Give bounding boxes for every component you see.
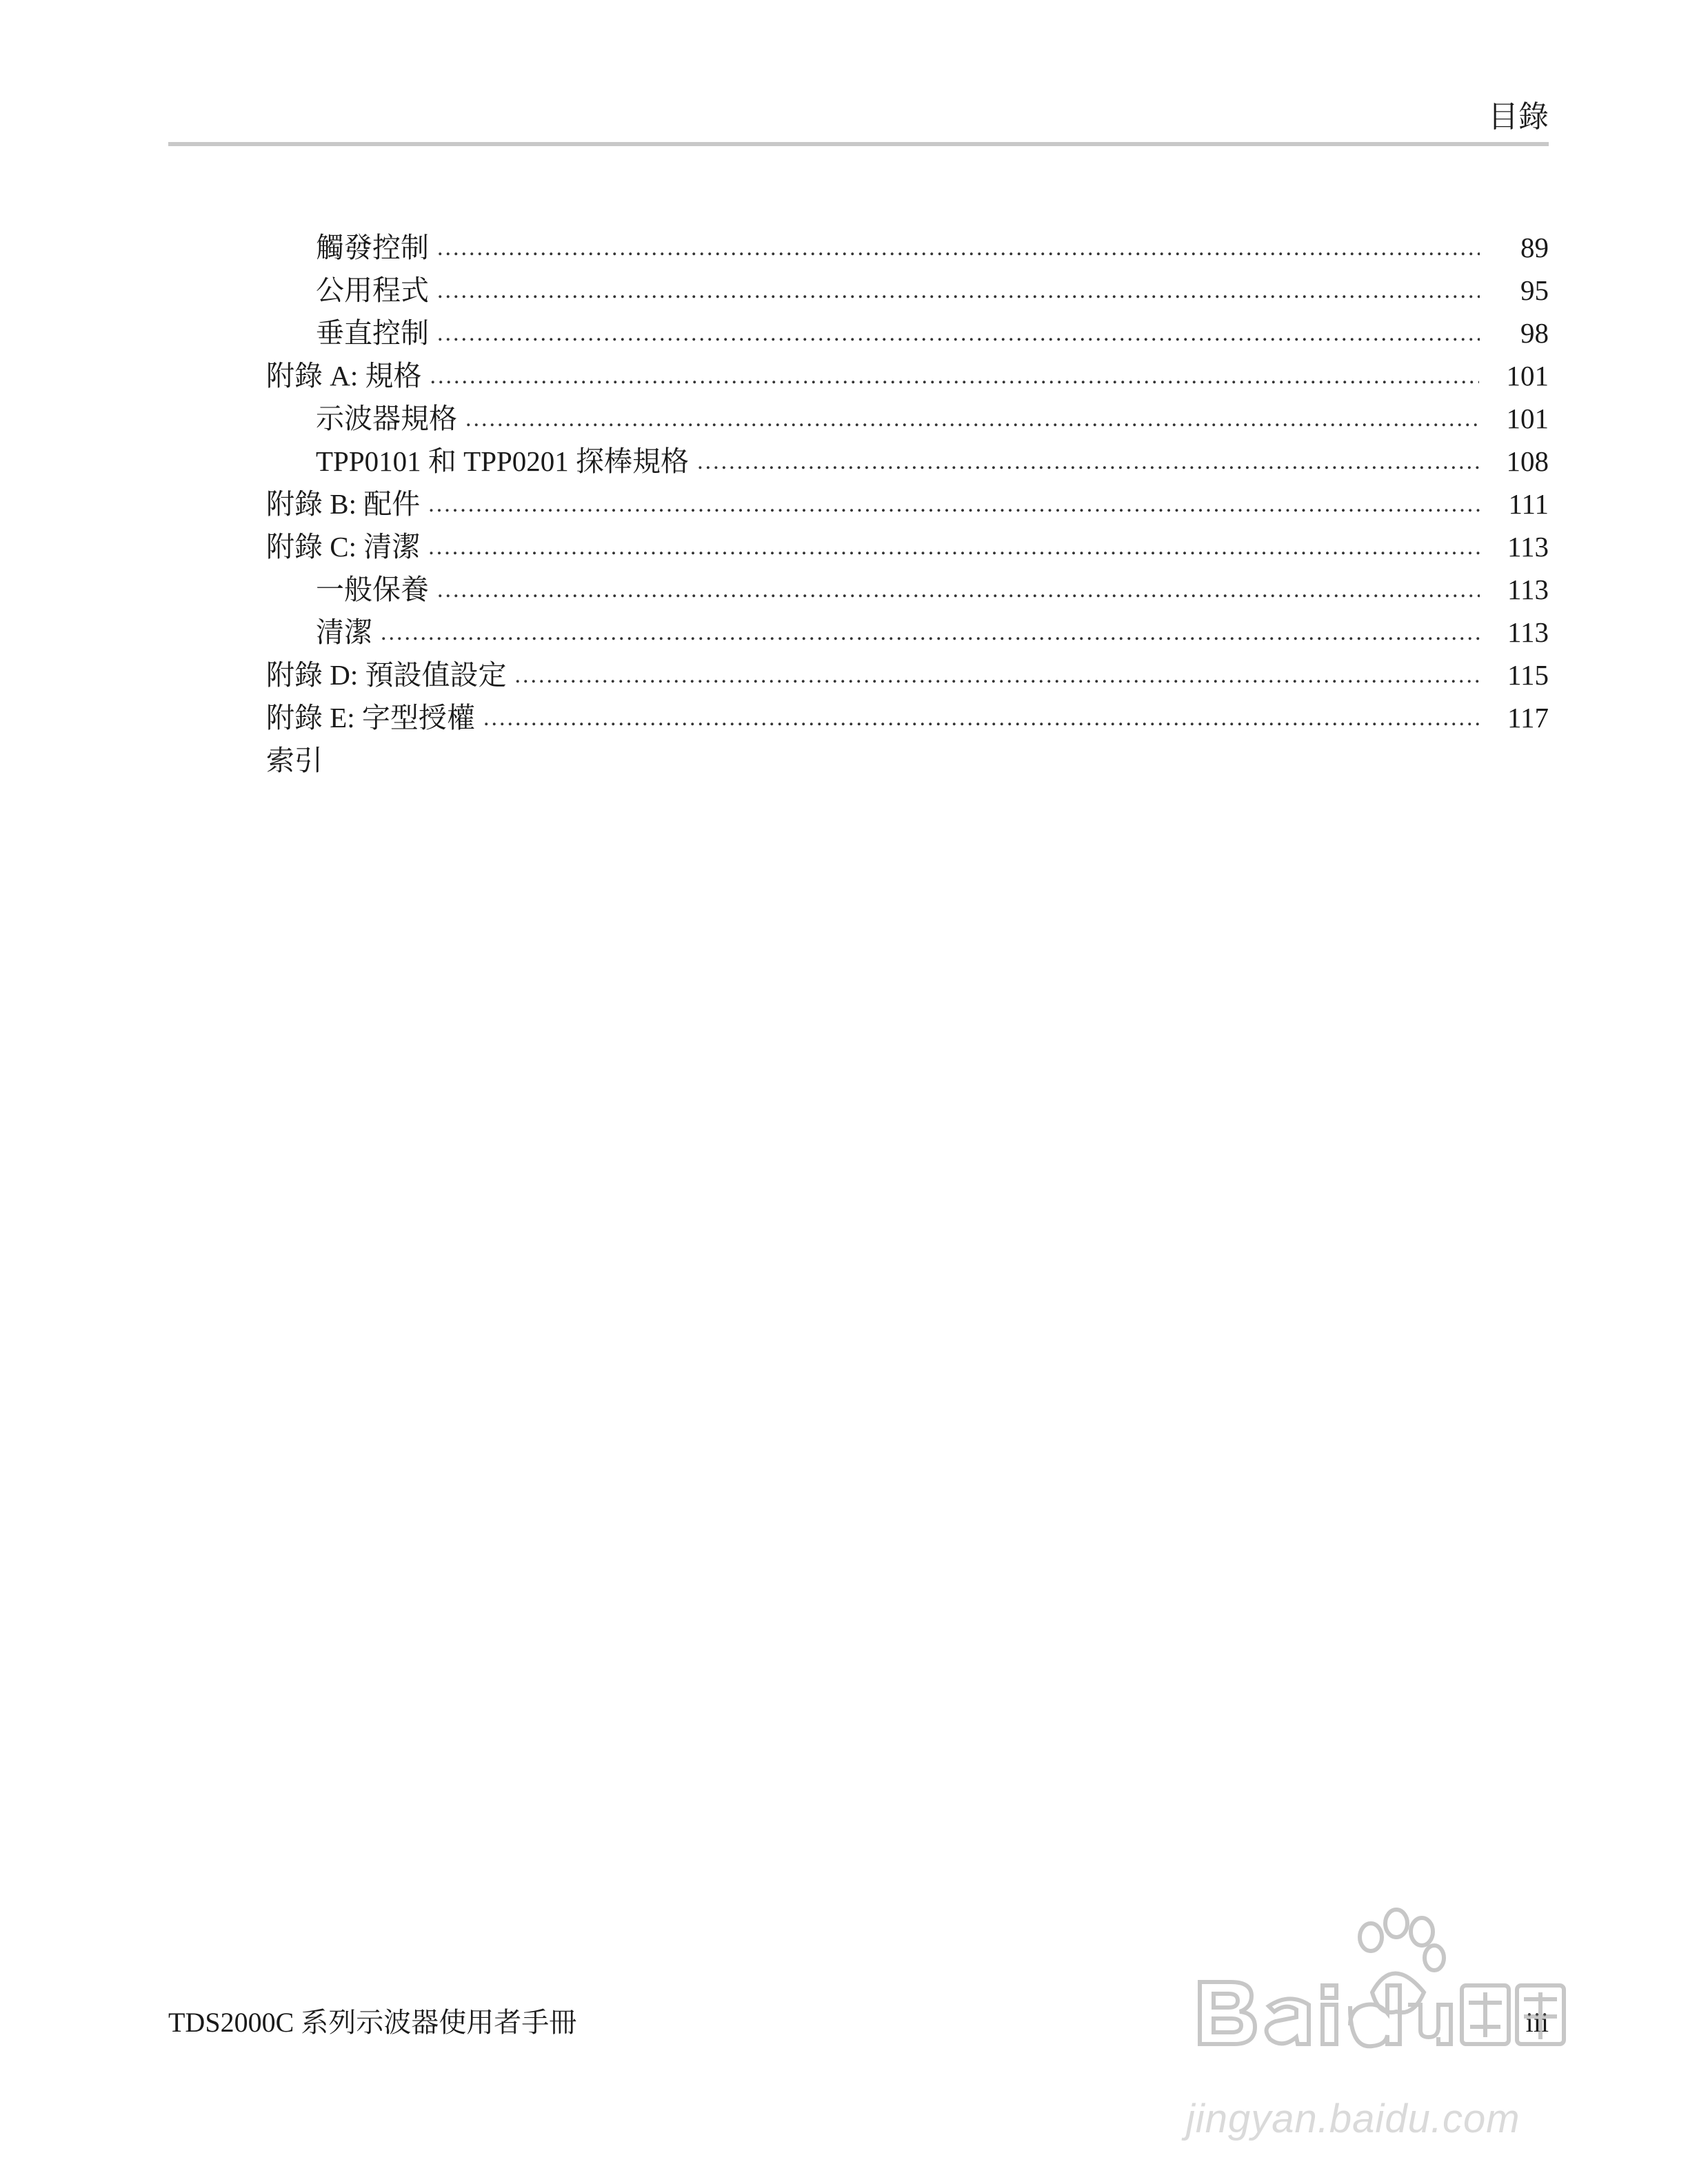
toc-entry-label: 清潔: [316, 616, 372, 648]
footer-page-number: iii: [1525, 2007, 1549, 2038]
toc-entry[interactable]: [316, 312, 1549, 354]
toc-entry[interactable]: [266, 354, 1549, 397]
toc-dot-leader: [381, 612, 1480, 654]
toc-entry-page-number: 115: [1507, 659, 1549, 691]
toc-dot-leader: [483, 698, 1480, 739]
baidu-watermark: [1186, 1889, 1572, 2141]
toc-dot-leader: [428, 527, 1480, 568]
toc-entry[interactable]: [266, 739, 1549, 782]
toc-entry[interactable]: [316, 611, 1549, 654]
toc-entry-page-number: 108: [1506, 445, 1549, 477]
toc-entry-page-number: 89: [1520, 232, 1549, 263]
toc-dot-leader: [465, 398, 1479, 440]
toc-entry-label: 附錄 D: 預設值設定: [266, 659, 507, 691]
toc-entry-label: 垂直控制: [316, 317, 429, 349]
toc-entry[interactable]: [266, 483, 1549, 525]
footer-manual-title: TDS2000C 系列示波器使用者手冊: [168, 2007, 577, 2038]
toc-entry-label: 示波器規格: [316, 403, 457, 434]
toc-dot-leader: [428, 484, 1480, 525]
toc-entry[interactable]: [316, 568, 1549, 611]
toc-entry-label: 公用程式: [316, 274, 429, 306]
toc-entry-page-number: 111: [1508, 488, 1549, 520]
toc-entry-page-number: 95: [1520, 274, 1549, 306]
toc-dot-leader: [437, 313, 1480, 354]
toc-entry[interactable]: [266, 696, 1549, 739]
toc-entry[interactable]: [316, 226, 1549, 269]
toc-entry-label: 附錄 B: 配件: [266, 488, 421, 520]
toc-entry-page-number: 113: [1507, 531, 1549, 563]
toc-entry[interactable]: [316, 269, 1549, 312]
toc-entry-label: 附錄 C: 清潔: [266, 531, 421, 563]
toc-dot-leader: [697, 441, 1478, 483]
toc-entry-label: TPP0101 和 TPP0201 探棒規格: [316, 445, 690, 477]
toc-entry[interactable]: [316, 397, 1549, 440]
toc-entry-label: 附錄 A: 規格: [266, 360, 422, 392]
toc-dot-leader: [437, 569, 1480, 611]
toc-dot-leader: [437, 228, 1480, 269]
header-rule: [168, 142, 1549, 146]
toc-dot-leader: [437, 270, 1480, 312]
watermark-url: jingyan.baidu.com: [1186, 2096, 1520, 2141]
toc-entry-page-number: 117: [1507, 702, 1549, 734]
toc-entry[interactable]: [316, 440, 1549, 483]
toc-entry-page-number: 113: [1507, 616, 1549, 648]
toc-dot-leader: [515, 655, 1480, 696]
toc-entry-page-number: 101: [1506, 403, 1549, 434]
toc-entry-label: 觸發控制: [316, 232, 429, 263]
toc-entry[interactable]: [266, 654, 1549, 696]
toc-entry-page-number: 101: [1506, 360, 1549, 392]
toc-entry-label: 附錄 E: 字型授權: [266, 702, 475, 734]
toc-entry-label: 一般保養: [316, 574, 429, 605]
toc-entry-label: 索引: [266, 745, 323, 776]
toc-entry-page-number: 98: [1520, 317, 1549, 349]
toc-entry-page-number: 113: [1507, 574, 1549, 605]
baidu-logo-icon: [1186, 1889, 1572, 2089]
header-title: 目錄: [1488, 100, 1549, 134]
toc-dot-leader: [430, 356, 1479, 397]
toc-entry[interactable]: [266, 525, 1549, 568]
